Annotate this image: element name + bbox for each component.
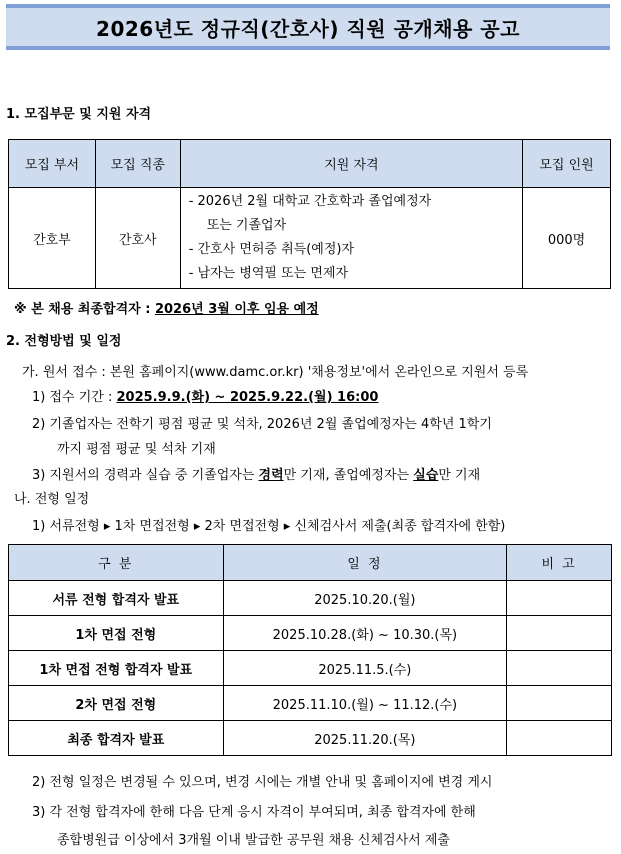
application-period [32,386,378,405]
cell-count: 000명 [523,188,611,289]
stage-cell: 1차 면접 전형 합격자 발표 [9,651,224,686]
schedule-table [8,544,612,756]
table-row [9,651,612,686]
cell-job: 간호사 [95,188,180,289]
title-bar [6,4,610,50]
career-note-text: 만 기재, 졸업예정자는 [283,468,414,483]
note-label: ※ 본 채용 최종합격자 : [14,302,155,317]
date-cell: 2025.11.10.(월) ~ 11.12.(수) [223,686,507,721]
section1-heading: 1. 모집부문 및 지원 자격 [6,107,152,122]
header-stage: 구 분 [9,545,224,581]
practice-emphasis: 실습 [413,468,439,483]
table-row [9,686,612,721]
career-note-text: 3) 지원서의 경력과 실습 중 기졸업자는 [32,468,259,483]
note-cell [507,686,612,721]
appointment-note [14,298,319,317]
header-note: 비 고 [507,545,612,581]
header-dept: 모집 부서 [9,140,96,188]
header-date: 일 정 [223,545,507,581]
schedule-header-row [9,545,612,581]
gpa-note-line1: 2) 기졸업자는 전학기 평점 평균 및 석차, 2026년 2월 졸업예정자는 4학년 1학기 [32,417,492,432]
schedule-flow: 1) 서류전형 ▸ 1차 면접전형 ▸ 2차 면접전형 ▸ 신체검사서 제출(최종 합격자에 한함) [32,519,506,534]
date-cell: 2025.10.28.(화) ~ 10.30.(목) [223,616,507,651]
period-value: 2025.9.9.(화) ~ 2025.9.22.(월) 16:00 [116,390,379,405]
date-cell: 2025.11.20.(목) [223,721,507,756]
career-note [32,464,480,483]
date-cell: 2025.10.20.(월) [223,581,507,616]
header-count: 모집 인원 [523,140,611,188]
table-row [9,188,611,289]
table-row [9,581,612,616]
final-note-line2: 종합병원급 이상에서 3개월 이내 발급한 공무원 채용 신체검사서 제출 [57,833,450,848]
period-label: 1) 접수 기간 : [32,390,117,405]
note-cell [507,581,612,616]
application-line: 가. 원서 접수 : 본원 홈페이지(www.damc.or.kr) '채용정보'에서 온라인으로 지원서 등록 [22,365,529,380]
table-row [9,616,612,651]
schedule-label: 나. 전형 일정 [14,492,90,507]
req-line: - 남자는 병역필 또는 면제자 [188,266,349,281]
cell-requirements [180,188,522,289]
req-line: - 2026년 2월 대학교 간호학과 졸업예정자 [188,194,432,209]
schedule-change-note: 2) 전형 일정은 변경될 수 있으며, 변경 시에는 개별 안내 및 홈페이지에 변경 게시 [32,775,493,790]
table-row [9,721,612,756]
req-line: 또는 기졸업자 [206,218,287,233]
gpa-note-line2: 까지 평점 평균 및 석차 기재 [57,442,216,457]
stage-cell: 1차 면접 전형 [9,616,224,651]
note-cell [507,616,612,651]
note-cell [507,721,612,756]
section2-heading: 2. 전형방법 및 일정 [6,334,122,349]
career-emphasis: 경력 [258,468,284,483]
stage-cell: 2차 면접 전형 [9,686,224,721]
header-requirements: 지원 자격 [180,140,522,188]
table-header-row [9,140,611,188]
cell-dept: 간호부 [9,188,96,289]
final-note-line1: 3) 각 전형 합격자에 한해 다음 단계 응시 자격이 부여되며, 최종 합격자에 한해 [32,805,476,820]
recruitment-table [8,139,611,289]
date-cell: 2025.11.5.(수) [223,651,507,686]
req-line: - 간호사 면허증 취득(예정)자 [188,242,355,257]
header-job: 모집 직종 [95,140,180,188]
career-note-text: 만 기재 [438,468,481,483]
stage-cell: 서류 전형 합격자 발표 [9,581,224,616]
page-title: 2026년도 정규직(간호사) 직원 공개채용 공고 [96,16,520,41]
note-cell [507,651,612,686]
note-value: 2026년 3월 이후 임용 예정 [154,302,319,317]
stage-cell: 최종 합격자 발표 [9,721,224,756]
